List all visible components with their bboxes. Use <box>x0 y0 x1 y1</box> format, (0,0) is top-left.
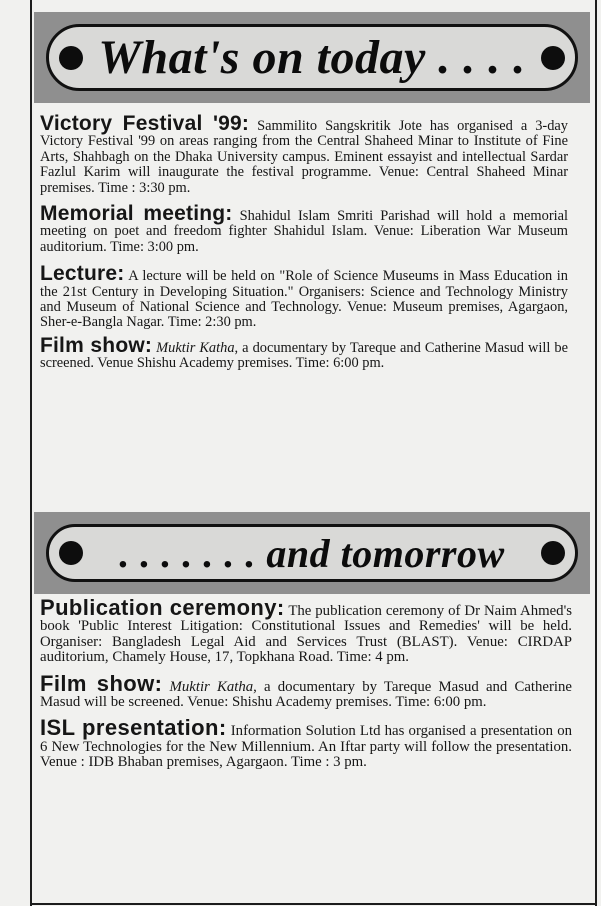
column-bottom-rule <box>30 903 597 905</box>
banner-pill <box>46 524 578 582</box>
entry-body: Information Solution Ltd has organised a presentation on 6 New Technologies for the New Millennium. An Iftar party will follow the presentation. Venue : IDB Bhaban premises, Agargaon. Time : 3 pm. <box>40 723 573 771</box>
today-listings <box>40 112 569 382</box>
listing-entry <box>40 595 572 666</box>
whats-on-today-banner <box>34 12 590 103</box>
entry-body: A lecture will be held on "Role of Science Museums in Mass Education in the 21st Century in Developing Situation." Organisers: Science and Technology Ministry and Museum of National Science and Technology. Venue: Museum premises, Agargaon, Sher-e-Bangla Nagar. Time: 2:30 pm. <box>40 268 568 331</box>
entry-heading: Film show: <box>40 333 153 357</box>
column-right-rule <box>595 0 597 906</box>
listing-entry <box>40 262 568 331</box>
entry-body: Sammilito Sangskritik Jote has organised a 3-day Victory Festival '99 on areas ranging from the Central Shaheed Minar to Institute of Fine Arts, Shahbagh on the Dhaka University campus. Eminent essayist and intellectual Sardar Fazlul Karim will inaugurate the festival programme. Venue: Central Shaheed Minar premises. Time : 3:30 pm. <box>40 118 568 196</box>
film-title: Muktir Katha <box>169 678 254 695</box>
and-tomorrow-banner <box>34 512 590 594</box>
listing-entry <box>40 715 573 771</box>
film-title: Muktir Katha <box>156 339 235 356</box>
entry-body: Shahidul Islam Smriti Parishad will hold a memorial meeting on poet and freedom fighter Shahidul Islam. Venue: Liberation War Museum auditorium. Time: 3:00 pm. <box>40 208 568 255</box>
entry-body: The publication ceremony of Dr Naim Ahmed's book 'Public Interest Litigation: Constitutional Issues and Remedies' will be held. Organiser: Bangladesh Legal Aid and Services Trust (BLAST). Venue: CIRDAP auditorium, Chamely House, 17, Topkhana Road. Time: 4 pm. <box>40 603 572 666</box>
entry-heading: Lecture: <box>40 262 125 286</box>
entry-heading: Victory Festival '99: <box>40 112 250 135</box>
listing-entry <box>40 333 569 372</box>
entry-heading: Film show: <box>40 670 163 696</box>
column-left-rule <box>30 0 32 906</box>
listing-entry <box>40 202 568 255</box>
banner-title: What's on today . . . . <box>98 31 526 84</box>
banner-title: . . . . . . . and tomorrow <box>119 530 505 576</box>
entry-heading: Memorial meeting: <box>40 202 233 226</box>
bullet-dot-icon <box>59 46 83 70</box>
entry-body: , a documentary by Tareque Masud and Catherine Masud will be screened. Venue: Shishu Academy premises. Time: 6:00 pm. <box>40 678 573 711</box>
entry-body: , a documentary by Tareque and Catherine Masud will be screened. Venue Shishu Academy premises. Time: 6:00 pm. <box>40 339 569 372</box>
bullet-dot-icon <box>59 541 83 565</box>
banner-pill <box>46 24 578 91</box>
tomorrow-listings <box>40 595 573 781</box>
entry-heading: ISL presentation: <box>40 715 227 741</box>
listing-entry <box>40 112 568 196</box>
bullet-dot-icon <box>541 541 565 565</box>
bullet-dot-icon <box>541 46 565 70</box>
listing-entry <box>40 670 573 711</box>
entry-heading: Publication ceremony: <box>40 595 285 620</box>
